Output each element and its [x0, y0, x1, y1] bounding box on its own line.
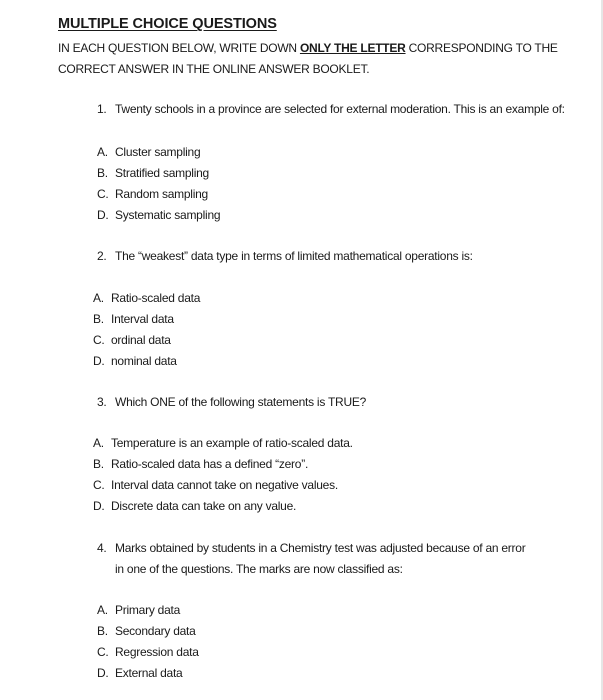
option-3b — [93, 454, 308, 475]
option-text: Interval data cannot take on negative values. — [111, 478, 338, 492]
option-1d — [97, 205, 220, 226]
option-letter: A. — [97, 145, 108, 159]
option-1c — [97, 184, 208, 205]
option-letter: C. — [93, 478, 105, 492]
option-text: Regression data — [115, 645, 199, 659]
question-number: 1. — [97, 102, 107, 116]
option-letter: A. — [93, 436, 104, 450]
option-4b — [97, 621, 196, 642]
option-3c — [93, 475, 338, 496]
instructions-emphasis: ONLY THE LETTER — [299, 41, 406, 55]
option-text: ordinal data — [111, 333, 171, 347]
question-number: 3. — [97, 395, 107, 409]
option-1a — [97, 142, 200, 163]
option-letter: B. — [97, 624, 108, 638]
option-text: Stratified sampling — [115, 166, 209, 180]
page-title: MULTIPLE CHOICE QUESTIONS — [58, 16, 277, 32]
option-letter: B. — [93, 312, 104, 326]
option-text: Discrete data can take on any value. — [111, 499, 297, 513]
question-text: Which ONE of the following statements is TRUE? — [115, 395, 367, 409]
option-text: Ratio-scaled data has a defined “zero”. — [111, 457, 309, 471]
option-2b — [93, 309, 174, 330]
instructions-text-end: CORRESPONDING TO THE CORRECT ANSWER IN THE ONLINE ANSWER BOOKLET. — [58, 41, 558, 76]
option-4c — [97, 642, 199, 663]
option-letter: D. — [97, 208, 109, 222]
option-letter: C. — [93, 333, 105, 347]
option-text: Secondary data — [115, 624, 196, 638]
option-text: Cluster sampling — [115, 145, 201, 159]
option-letter: D. — [93, 499, 105, 513]
option-text: Interval data — [111, 312, 174, 326]
option-1b — [97, 163, 209, 184]
option-2c — [93, 330, 171, 351]
option-text: Systematic sampling — [115, 208, 221, 222]
option-text: Ratio-scaled data — [111, 291, 201, 305]
instructions-text-start: IN EACH QUESTION BELOW, WRITE DOWN — [58, 41, 300, 55]
option-4a — [97, 600, 180, 621]
question-text: Twenty schools in a province are selected for external moderation. This is an example of: — [115, 102, 565, 116]
option-text: Primary data — [115, 603, 181, 617]
question-text: Marks obtained by students in a Chemistry test was adjusted because of an error in one of the questions. The marks are now classified as: — [115, 541, 526, 576]
option-2d — [93, 351, 177, 372]
option-letter: A. — [93, 291, 104, 305]
option-2a — [93, 288, 200, 309]
option-text: Random sampling — [115, 187, 208, 201]
question-text: The “weakest” data type in terms of limited mathematical operations is: — [115, 249, 473, 263]
option-letter: D. — [97, 666, 109, 680]
option-text: Temperature is an example of ratio-scaled data. — [111, 436, 353, 450]
option-letter: C. — [97, 645, 109, 659]
option-letter: C. — [97, 187, 109, 201]
option-letter: A. — [97, 603, 108, 617]
option-text: nominal data — [111, 354, 177, 368]
option-4d — [97, 663, 182, 684]
instructions — [58, 38, 578, 80]
option-text: External data — [115, 666, 183, 680]
option-letter: D. — [93, 354, 105, 368]
option-letter: B. — [97, 166, 108, 180]
question-number: 2. — [97, 249, 107, 263]
question-number: 4. — [97, 541, 107, 555]
option-3a — [93, 433, 353, 454]
option-letter: B. — [93, 457, 104, 471]
option-3d — [93, 496, 296, 517]
